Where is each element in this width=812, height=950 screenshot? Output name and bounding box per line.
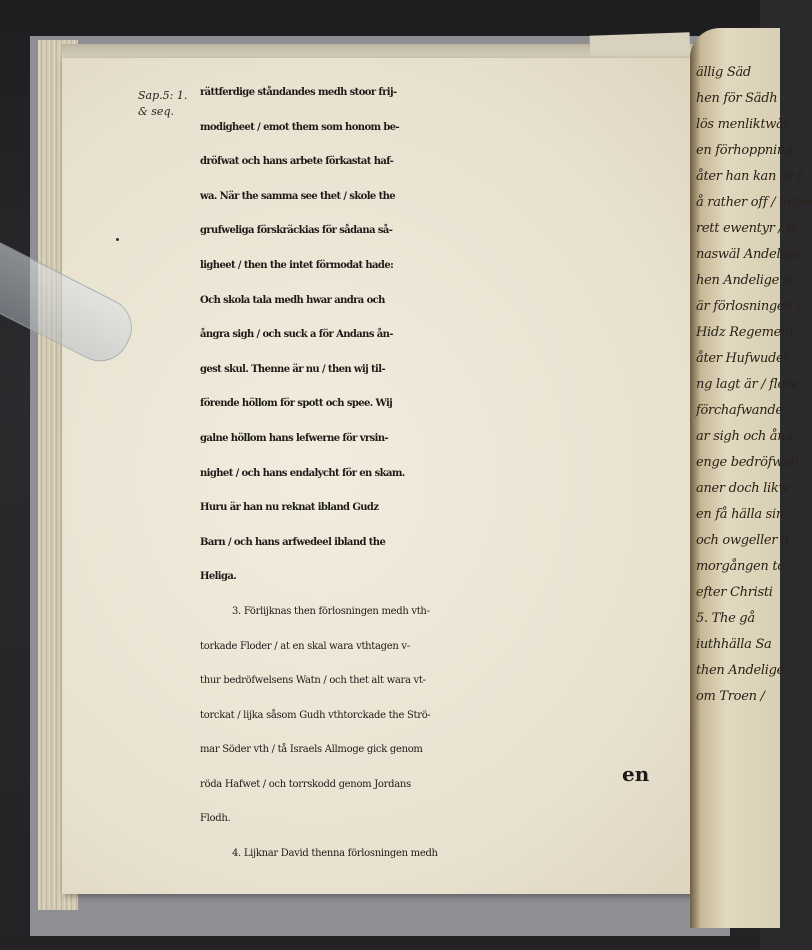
next-page-line: naswäl Andelige bbox=[696, 247, 800, 262]
text-line: nighet / och hans endalycht för en skam. bbox=[200, 467, 405, 479]
text-line: Huru är han nu reknat ibland Gudz bbox=[200, 502, 379, 514]
text-line: torkade Floder / at en skal wara vthtagen v- bbox=[200, 640, 410, 652]
text-line: dröfwat och hans arbete förkastat haf- bbox=[200, 156, 394, 168]
next-page-line: om Troen / bbox=[696, 689, 765, 704]
text-line: galne höllom hans lefwerne för vrsin- bbox=[200, 432, 389, 444]
text-line: röda Hafwet / och torrskodd genom Jordans bbox=[200, 778, 411, 790]
next-page-line: hen för Sädh bbox=[696, 91, 778, 106]
next-page-line: lös menliktwäl bbox=[696, 117, 788, 132]
text-line: Heliga. bbox=[200, 571, 237, 583]
next-page-line: är förlosningen / bbox=[696, 299, 801, 314]
text-line: torckat / lijka såsom Gudh vthtorckade the Strö- bbox=[200, 709, 431, 721]
text-line: 3. Förlijknas then förlosningen medh vth- bbox=[232, 605, 430, 617]
body-text bbox=[200, 76, 670, 872]
next-page-line: hen Andelige S bbox=[696, 273, 792, 288]
next-page-line: aner doch likw bbox=[696, 481, 790, 496]
text-line: Och skola tala medh hwar andra och bbox=[200, 294, 385, 306]
catchword: en bbox=[622, 762, 650, 786]
margin-reference-line: Sap.5: 1. bbox=[138, 89, 188, 102]
next-page-line: then Andelige bbox=[696, 663, 785, 678]
next-page-line: en få hälla sin bbox=[696, 507, 784, 522]
ink-dot bbox=[116, 238, 119, 241]
text-line: 4. Lijknar David thenna förlosningen medh bbox=[232, 848, 438, 860]
next-page-line: en förhoppning bbox=[696, 143, 793, 158]
next-page-line: enge bedröfweli bbox=[696, 455, 799, 470]
text-line: ångra sigh / och suck a för Andans ån- bbox=[200, 329, 393, 341]
text-line: rättferdige ståndandes medh stoor frij- bbox=[200, 87, 397, 98]
margin-reference-line: & seq. bbox=[138, 105, 174, 118]
margin-reference bbox=[138, 88, 187, 120]
next-page-line: åter han kan är f bbox=[696, 169, 802, 184]
text-line: gest skul. Thenne är nu / then wij til- bbox=[200, 363, 385, 375]
text-line: thur bedröfwelsens Watn / och thet alt wara vt- bbox=[200, 675, 426, 687]
text-line: Flodh. bbox=[200, 813, 231, 825]
next-page-line: efter Christi bbox=[696, 585, 773, 600]
text-line: förende höllom för spott och spee. Wij bbox=[200, 398, 393, 410]
next-page-line: morgången to bbox=[696, 559, 785, 574]
text-line: mar Söder vth / tå Israels Allmoge gick genom bbox=[200, 744, 423, 756]
text-line: Barn / och hans arfwedeel ibland the bbox=[200, 536, 386, 548]
next-page-line: ar sigh och ång bbox=[696, 429, 794, 444]
next-page-line: och owgeller h bbox=[696, 533, 790, 548]
text-line: modigheet / emot them som honom be- bbox=[200, 121, 400, 133]
next-page-line: 5. The gå bbox=[696, 611, 755, 626]
text-line: grufweliga förskräckias för sådana så- bbox=[200, 225, 393, 237]
next-page-line: förchafwande bbox=[696, 403, 783, 418]
text-line: wa. När the samma see thet / skole the bbox=[200, 190, 396, 202]
next-page-text bbox=[696, 60, 812, 780]
next-page-line: iuthhälla Sa bbox=[696, 637, 772, 652]
next-page-line: rett ewentyr / w bbox=[696, 221, 798, 236]
next-page-line: åter Hufwudet bbox=[696, 351, 789, 366]
next-page-line: ng lagt är / flore bbox=[696, 377, 799, 392]
next-page-line: å rather off / helse bbox=[696, 195, 812, 210]
next-page-line: ällig Säd bbox=[696, 65, 751, 80]
next-page-line: Hidz Regement bbox=[696, 325, 795, 340]
text-line: ligheet / then the intet förmodat hade: bbox=[200, 259, 394, 271]
